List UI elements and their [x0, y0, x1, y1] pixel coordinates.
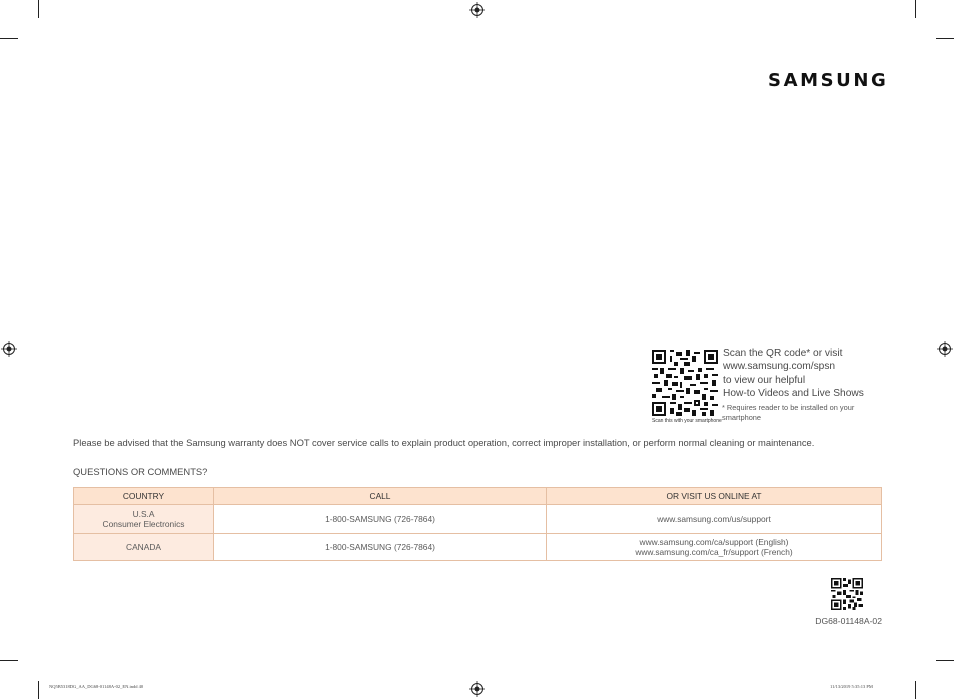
country-cell: U.S.A Consumer Electronics: [74, 505, 214, 534]
support-link[interactable]: www.samsung.com/us/support: [657, 514, 771, 524]
registration-mark-icon: [469, 681, 485, 697]
registration-mark-icon: [1, 341, 17, 357]
crop-mark-top-right: [915, 0, 916, 18]
qr-line: How-to Videos and Live Shows: [723, 388, 864, 400]
file-info: NQ5B5318DG_AA_DG68-01148A-02_EN.indd 40: [49, 684, 144, 689]
table-header-row: [74, 488, 882, 505]
warranty-advisory: Please be advised that the Samsung warranty does NOT cover service calls to explain product operation, correct improper installation, or perform normal cleaning or maintenance.: [73, 437, 815, 448]
crop-mark-bottom-left: [38, 681, 39, 699]
column-header-country: COUNTRY: [74, 488, 214, 505]
qr-footnote: * Requires reader to be installed on your smartphone: [722, 403, 855, 422]
crop-mark-bottom-right: [915, 681, 916, 699]
crop-mark-bottom-right: [936, 660, 954, 661]
country-cell: CANADA: [74, 534, 214, 561]
qr-code-icon: [652, 350, 718, 416]
phone-number[interactable]: 1-800-SAMSUNG (726-7864): [214, 505, 547, 534]
support-link[interactable]: www.samsung.com/ca_fr/support (French): [635, 547, 793, 557]
samsung-logo: SAMSUNG: [768, 70, 889, 91]
contact-table: [73, 487, 882, 561]
support-link[interactable]: www.samsung.com/ca/support (English): [639, 537, 789, 547]
qr-instructions: [723, 347, 893, 401]
phone-number[interactable]: 1-800-SAMSUNG (726-7864): [214, 534, 547, 561]
qr-line: Scan the QR code* or visit: [723, 348, 843, 359]
qr-line: to view our helpful: [723, 374, 806, 386]
online-cell: [547, 534, 882, 561]
crop-mark-top-left: [0, 38, 18, 39]
print-timestamp: 11/13/2019 5:35:13 PM: [830, 684, 873, 689]
questions-label: QUESTIONS OR COMMENTS?: [73, 466, 208, 477]
column-header-call: CALL: [214, 488, 547, 505]
qr-url[interactable]: www.samsung.com/spsn: [723, 361, 836, 373]
table-row: [74, 534, 882, 561]
document-number: DG68-01148A-02: [815, 616, 882, 626]
registration-mark-icon: [937, 341, 953, 357]
small-qr-code-icon: [831, 578, 863, 610]
crop-mark-top-left: [38, 0, 39, 18]
crop-mark-bottom-left: [0, 660, 18, 661]
qr-caption: Scan this with your smartphone: [652, 418, 722, 424]
registration-mark-icon: [469, 2, 485, 18]
online-cell: [547, 505, 882, 534]
table-row: [74, 505, 882, 534]
crop-mark-top-right: [936, 38, 954, 39]
column-header-online: OR VISIT US ONLINE AT: [547, 488, 882, 505]
